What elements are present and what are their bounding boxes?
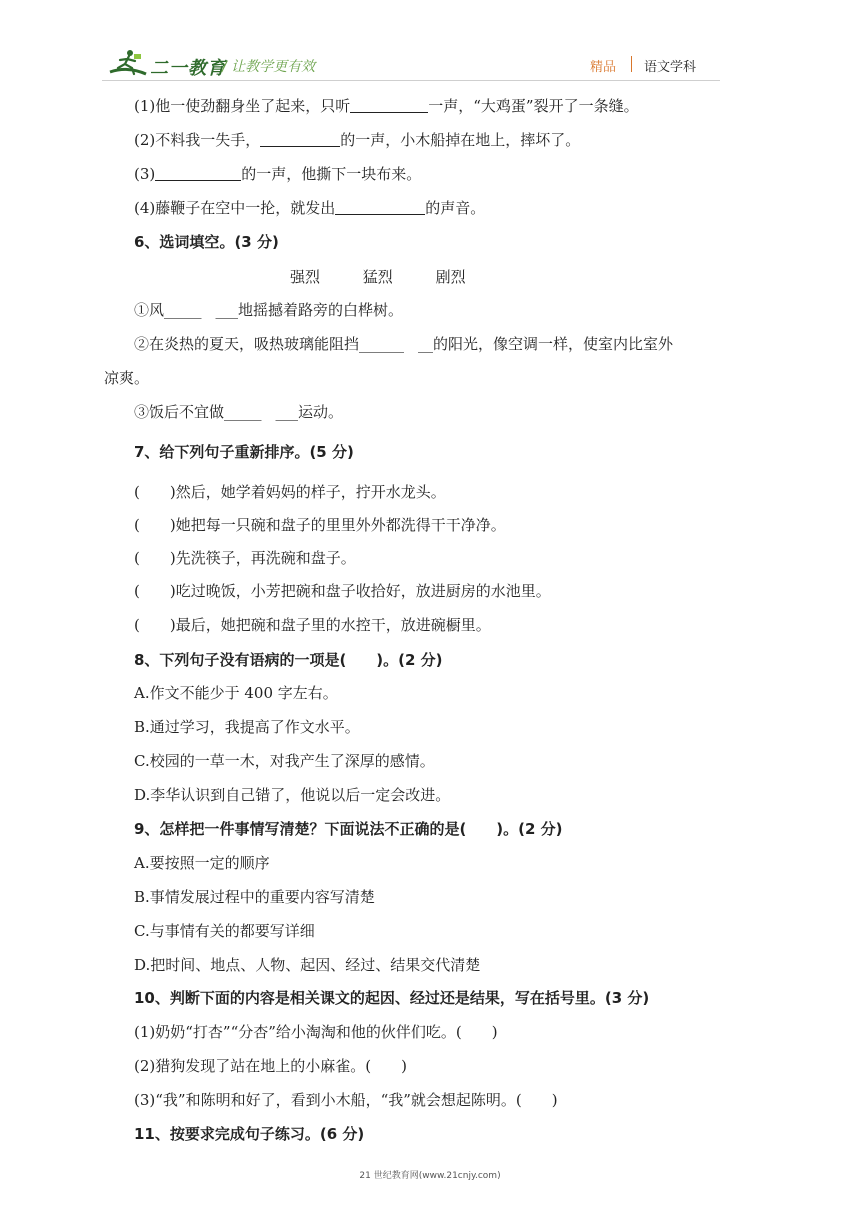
q6-word: 强烈	[290, 268, 321, 286]
q10-item: (1)奶奶“打杏”“分杏”给小淘淘和他的伙伴们吃。( )	[134, 1023, 498, 1041]
tag-subject: 语文学科	[644, 60, 697, 75]
q9-option: B.事情发展过程中的重要内容写清楚	[134, 888, 375, 906]
q5-item-2-text-a: (2)不料我一失手，	[134, 131, 261, 149]
q6-s1-text-b: ___地摇撼着路旁的白桦树。	[215, 301, 404, 319]
q8-title: 8、下列句子没有语病的一项是( )。(2 分)	[134, 651, 443, 669]
q10-title: 10、判断下面的内容是相关课文的起因、经过还是结果，写在括号里。(3 分)	[134, 989, 650, 1007]
q5-item-4-text-b: 的声音。	[425, 199, 486, 217]
q6-s3-text-a: ③饭后不宜做_____	[134, 403, 262, 421]
q7-item: ( )她把每一只碗和盘子的里里外外都洗得干干净净。	[134, 516, 506, 534]
q5-item-3	[134, 164, 421, 184]
tag-separator	[631, 56, 632, 72]
q7-item: ( )吃过晚饭，小芳把碗和盘子收拾好，放进厨房的水池里。	[134, 582, 551, 600]
q11-title: 11、按要求完成句子练习。(6 分)	[134, 1125, 365, 1143]
q6-s2-text-a: ②在炎热的夏天，吸热玻璃能阻挡______	[134, 335, 405, 353]
q6-sentence-2	[134, 334, 673, 354]
q8-option: C.校园的一草一木，对我产生了深厚的感情。	[134, 752, 435, 770]
page-header	[0, 0, 860, 80]
q5-item-1-text-b: 一声，“大鸡蛋”裂开了一条缝。	[428, 97, 639, 115]
q6-s1-text-a: ①风_____	[134, 301, 202, 319]
q6-s2-text-b: __的阳光，像空调一样，使室内比室外	[418, 335, 674, 353]
q7-item: ( )最后，她把碗和盘子里的水控干，放进碗橱里。	[134, 616, 491, 634]
q8-option: D.李华认识到自己错了，他说以后一定会改进。	[134, 786, 451, 804]
q9-option: C.与事情有关的都要写详细	[134, 922, 315, 940]
header-divider	[102, 80, 720, 81]
q6-word: 剧烈	[435, 268, 466, 286]
q6-word-bank	[290, 266, 504, 287]
q5-item-4-text-a: (4)藤鞭子在空中一抡，就发出	[134, 199, 336, 217]
q5-item-2	[134, 130, 580, 150]
q9-option: D.把时间、地点、人物、起因、经过、结果交代清楚	[134, 956, 481, 974]
tag-premium: 精品	[590, 60, 617, 75]
q6-s3-text-b: ___运动。	[275, 403, 344, 421]
q8-option: B.通过学习，我提高了作文水平。	[134, 718, 360, 736]
fill-blank	[350, 96, 428, 113]
q7-item: ( )先洗筷子，再洗碗和盘子。	[134, 549, 356, 567]
q5-item-3-text-b: 的一声，他撕下一块布来。	[241, 165, 422, 183]
q7-title: 7、给下列句子重新排序。(5 分)	[134, 443, 354, 461]
q6-sentence-1	[134, 300, 403, 320]
q5-item-1-text-a: (1)他一使劲翻身坐了起来，只听	[134, 97, 351, 115]
q8-option: A.作文不能少于 400 字左右。	[134, 684, 338, 702]
q5-item-2-text-b: 的一声，小木船掉在地上，摔坏了。	[340, 131, 581, 149]
q5-item-3-text-a: (3)	[134, 165, 156, 183]
q5-item-1	[134, 96, 639, 116]
brand-name: 二一教育	[150, 58, 226, 79]
page-footer: 21 世纪教育网(www.21cnjy.com)	[359, 1171, 501, 1181]
q6-sentence-3	[134, 402, 343, 422]
q9-title: 9、怎样把一件事情写清楚？下面说法不正确的是( )。(2 分)	[134, 820, 563, 838]
runner-logo-icon	[108, 48, 148, 78]
q6-word: 猛烈	[362, 268, 393, 286]
q6-title: 6、选词填空。(3 分)	[134, 233, 279, 251]
fill-blank	[335, 198, 425, 215]
q10-item: (3)“我”和陈明和好了，看到小木船，“我”就会想起陈明。( )	[134, 1091, 558, 1109]
fill-blank	[260, 130, 340, 147]
brand-slogan: / 让教学更有效	[222, 59, 316, 75]
q6-sentence-2-cont: 凉爽。	[104, 369, 150, 387]
q10-item: (2)猎狗发现了站在地上的小麻雀。( )	[134, 1057, 407, 1075]
q7-item: ( )然后，她学着妈妈的样子，拧开水龙头。	[134, 483, 446, 501]
q9-option: A.要按照一定的顺序	[134, 854, 270, 872]
fill-blank	[155, 164, 241, 181]
q5-item-4	[134, 198, 485, 218]
